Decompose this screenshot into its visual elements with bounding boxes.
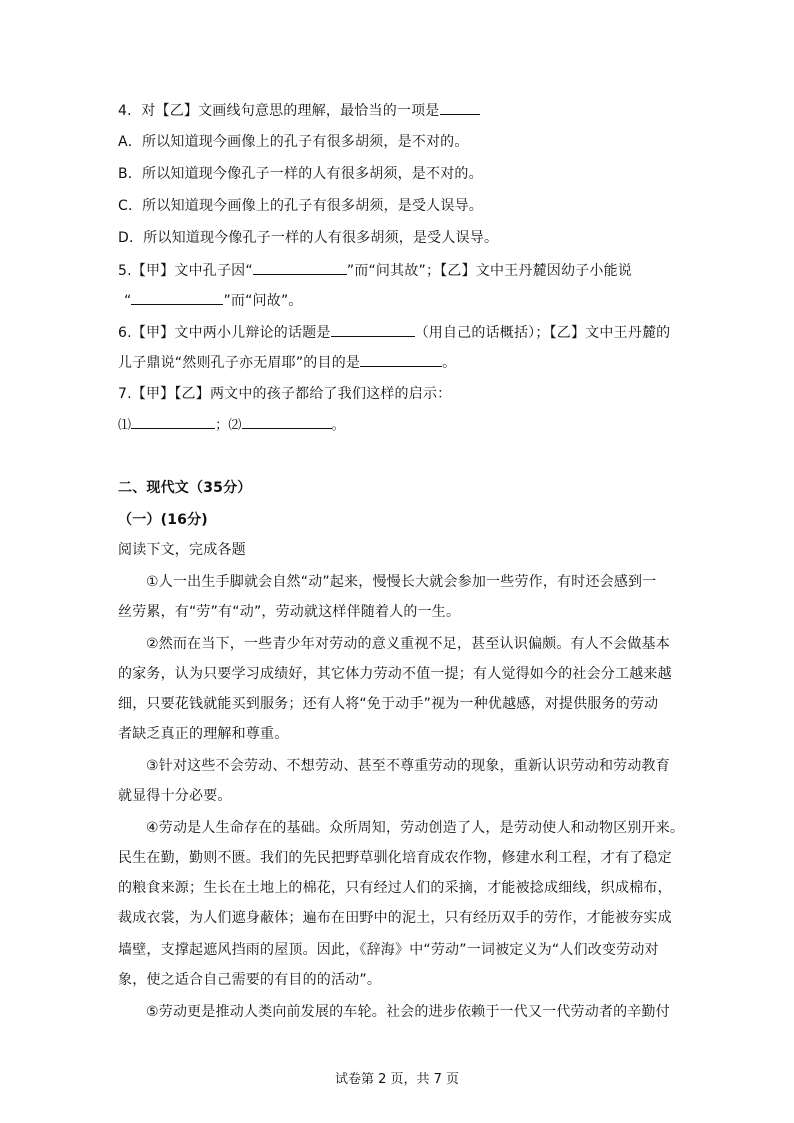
q4-stem [118,100,480,121]
q7-stem: 7.【甲】【乙】两文中的孩子都给了我们这样的启示： [118,386,452,402]
passage-line: 墙壁，支撑起遮风挡雨的屋顶。因此，《辞海》中“劳动”一词被定义为“人们改变劳动对 [118,942,659,958]
q7-blank-1[interactable] [131,414,215,429]
q5-blank-2[interactable] [131,290,223,305]
q4-option-a: A．所以知道现今画像上的孔子有很多胡须，是不对的。 [118,134,469,150]
q7-blank-2[interactable] [242,414,332,429]
q6-text-3: 儿子鼎说“然则孔子亦无眉耶”的目的是 [118,355,361,371]
q6-text-1: 6.【甲】文中两小儿辩论的话题是 [118,325,331,341]
passage-line: 象，使之适合自己需要的有目的的活动”。 [118,972,382,988]
q6-line2 [118,352,456,373]
q7-marker-1: ⑴ [118,418,132,433]
q5-text-4: ”而“问故”。 [223,293,303,309]
q4-answer-blank[interactable] [440,100,480,115]
q7-answers [118,414,345,436]
passage-line: 裁成衣裳，为人们遮身蔽体；遍布在田野中的泥土，只有经历双手的劳作，才能被夯实成 [118,910,672,926]
q7-end: 。 [331,418,345,433]
q4-option-c: C．所以知道现今画像上的孔子有很多胡须，是受人误导。 [118,198,483,214]
passage-line: 的粮食来源；生长在土地上的棉花，只有经过人们的采摘，才能被捻成细线，织成棉布， [118,880,672,896]
q7-marker-2: ；⑵ [215,418,242,433]
q5-text-2: ”而“问其故”；【乙】文中王丹麓因幼子小能说 [346,263,632,279]
q5-line2 [124,290,303,311]
q4-option-b: B．所以知道现今像孔子一样的人有很多胡须，是不对的。 [118,166,483,182]
passage-line: 的家务，认为只要学习成绩好，其它体力劳动不值一提；有人觉得如今的社会分工越来越 [118,666,672,682]
passage-line: ②然而在当下，一些青少年对劳动的意义重视不足，甚至认识偏颇。有人不会做基本 [146,636,670,652]
q4-option-d: D．所以知道现今像孔子一样的人有很多胡须，是受人误导。 [118,230,499,246]
q6-blank-1[interactable] [331,322,415,337]
section2-instruction: 阅读下文，完成各题 [118,542,246,558]
q6-line1 [118,322,670,343]
passage-line: 者缺乏真正的理解和尊重。 [118,726,289,742]
page-footer: 试卷第 2 页，共 7 页 [334,1072,460,1087]
passage-line: 就显得十分必要。 [118,788,232,804]
q4-stem-text: 4．对【乙】文画线句意思的理解，最恰当的一项是 [118,103,440,119]
q6-blank-2[interactable] [360,352,442,367]
q6-text-4: 。 [442,355,457,371]
section2-subheading: （一）(16分) [118,512,208,528]
passage-line: 细，只要花钱就能买到服务；还有人将“免于动手”视为一种优越感，对提供服务的劳动 [118,696,659,712]
passage-line: ③针对这些不会劳动、不想劳动、甚至不尊重劳动的现象，重新认识劳动和劳动教育 [146,758,670,774]
passage-line: ①人一出生手脚就会自然“动”起来，慢慢长大就会参加一些劳作，有时还会感到一 [146,574,657,590]
passage-line: 民生在勤，勤则不匮。我们的先民把野草驯化培育成农作物，修建水利工程，才有了稳定 [118,850,672,866]
section2-heading: 二、现代文（35分） [118,480,252,496]
q5-text-3: “ [124,293,132,309]
q5-text-1: 5.【甲】文中孔子因“ [118,263,253,279]
passage-line: 丝劳累，有“劳”有“动”，劳动就这样伴随着人的一生。 [118,604,461,620]
q5-blank-1[interactable] [253,260,347,275]
passage-line: ⑤劳动更是推动人类向前发展的车轮。社会的进步依赖于一代又一代劳动者的辛勤付 [146,1004,670,1020]
q6-text-2: （用自己的话概括）；【乙】文中王丹麓的 [414,325,671,341]
q5-line1 [118,260,632,281]
passage-line: ④劳动是人生命存在的基础。众所周知，劳动创造了人，是劳动使人和动物区别开来。 [146,820,685,836]
